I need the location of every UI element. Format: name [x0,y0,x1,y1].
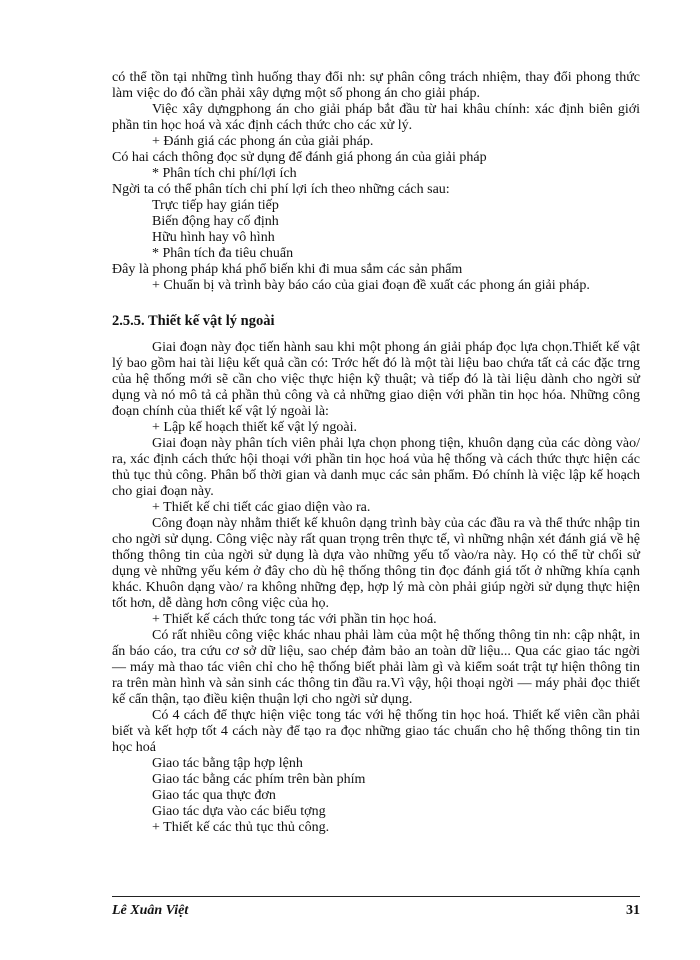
paragraph: + Đánh giá các phong án của giải pháp. [152,134,374,149]
paragraph: + Thiết kế cách thức tong tác với phần tin học hoá. [152,612,437,627]
paragraph: * Phân tích đa tiêu chuẩn [152,246,294,261]
paragraph: Ngời ta có thể phân tích chi phí lợi ích theo những cách sau: [112,182,450,197]
paragraph: Giao tác bằng tập hợp lệnh [152,756,303,771]
paragraph: + Chuẩn bị và trình bày báo cáo của giai đoạn đề xuất các phong án giải pháp. [152,278,590,293]
paragraph: + Lập kế hoạch thiết kế vật lý ngoài. [152,420,357,435]
paragraph: Đây là phong pháp khá phổ biến khi đi mua sắm các sản phẩm [112,262,463,277]
paragraph: Giai đoạn này đọc tiến hành sau khi một phong án giải pháp đọc lựa chọn.Thiết kế vật lý bao gồm hai tài liệu kết quả cần có: Trớc hết đó là một tài liệu bao chứa tất cả các đặc trng của hệ thống mới sẽ cần cho việc thực hiện kỹ thuật; và tiếp đó là tài liệu dành cho ngời sử dụng và nó mô tả cả phần thủ công và cả những giao diện với phần tin học hóa. Những công đoạn chính của thiết kế vật lý ngoài là: [112,340,640,419]
section-heading: 2.5.5. Thiết kế vật lý ngoài [112,313,275,329]
page-body [112,70,640,836]
paragraph: Giao tác dựa vào các biểu tợng [152,804,326,819]
paragraph: Hữu hình hay vô hình [152,230,275,245]
paragraph: Giao tác bằng các phím trên bàn phím [152,772,366,787]
paragraph: Việc xây dựngphong án cho giải pháp bắt đầu từ hai khâu chính: xác định biên giới phần tin học hoá và xác định cách thức cho các xử lý. [112,102,640,133]
page-number: 31 [626,903,640,918]
paragraph: Trực tiếp hay gián tiếp [152,198,279,213]
paragraph: Giai đoạn này phân tích viên phải lựa chọn phong tiện, khuôn dạng của các dòng vào/ ra, xác định cách thức hội thoại với phần tin học hoá vủa hệ thống và cách thức thực hiện các thủ tục thủ công. Phân bố thời gian và danh mục các sản phẩm. Đó chính là việc lập kế hoạch cho giai đoạn này. [112,436,640,499]
paragraph: Có hai cách thông đọc sử dụng để đánh giá phong án của giải pháp [112,150,487,165]
paragraph: Có rất nhiều công việc khác nhau phải làm của một hệ thống thông tin nh: cập nhật, in ấn báo cáo, tra cứu cơ sở dữ liệu, sao chép đảm bảo an toàn dữ liệu... Qua các giao tác ngời — máy mà thao tác viên chỉ cho hệ thống biết phải làm gì và kiểm soát trật tự hiện thông tin ra trên màn hình và sản sinh các thông tin đầu ra.Vì vậy, hội thoại ngời — máy phải đọc thiết kế cẩn thận, tạo điều kiện thuận lợi cho ngời sử dụng. [112,628,640,707]
text-block-bottom [112,340,640,836]
paragraph: Công đoạn này nhằm thiết kế khuôn dạng trình bày của các đầu ra và thể thức nhập tin cho ngời sử dụng. Công việc này rất quan trọng trên thực tế, vì những nhận xét đánh giá về hệ thống thông tin của ngời sử dụng là dựa vào những yếu tố vào/ra này. Họ có thể từ chối sử dụng vè những yếu kém ở đây cho dù hệ thống thông tin đọc đánh giá tốt ở những khía cạnh khác. Khuôn dạng vào/ ra không những đẹp, hợp lý mà còn phải giúp ngời sử dụng thực hiện tốt hơn, dễ dàng hơn công việc của họ. [112,516,640,611]
page-footer [112,896,640,919]
footer-author: Lê Xuân Việt [112,903,189,918]
text-block-top [112,70,640,294]
paragraph: có thể tồn tại những tình huống thay đổi nh: sự phân công trách nhiệm, thay đổi phong thức làm việc do đó cần phải xây dựng một số phong án cho giải pháp. [112,70,640,101]
paragraph: Giao tác qua thực đơn [152,788,276,803]
paragraph: + Thiết kế các thủ tục thủ công. [152,820,330,835]
paragraph: Biến động hay cố định [152,214,279,229]
paragraph: * Phân tích chi phí/lợi ích [152,166,297,181]
paragraph: + Thiết kế chi tiết các giao diện vào ra. [152,500,371,515]
paragraph: Có 4 cách để thực hiện việc tong tác với hệ thống tin học hoá. Thiết kế viên cần phải biết và kết hợp tốt 4 cách này để tạo ra đọc những giao tác chuẩn cho hệ thống thông tin tin học hoá [112,708,640,755]
